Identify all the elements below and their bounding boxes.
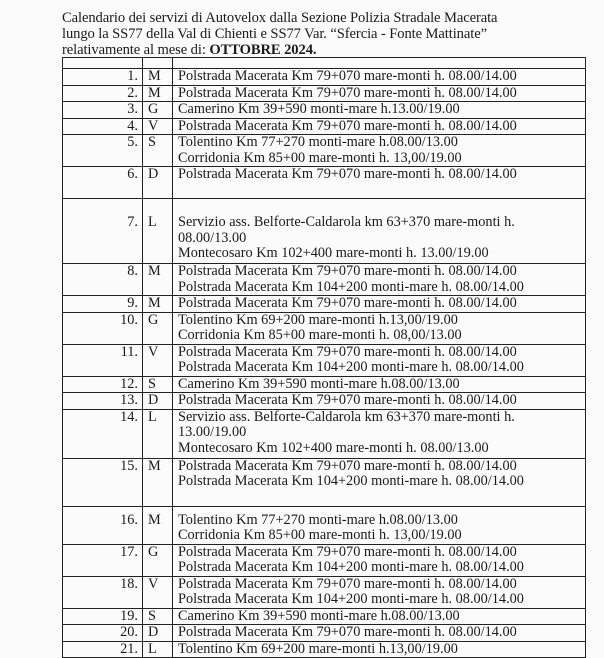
- table-row: [63, 625, 586, 642]
- service-line: Servizio ass. Belforte-Caldarola km 63+370 mare-monti h. 13.00/19.00: [178, 408, 515, 440]
- table-row: [63, 296, 586, 313]
- service-line: Polstrada Macerata Km 79+070 mare-monti h. 08.00/14.00: [178, 624, 517, 640]
- row-number: [63, 58, 143, 69]
- service-line: Tolentino Km 77+270 monti-mare h.08.00/13.00: [178, 511, 458, 528]
- table-row: [63, 576, 586, 608]
- row-number: 4.: [63, 118, 143, 135]
- table-row: [63, 58, 586, 69]
- table-row: [63, 506, 586, 544]
- weekday-letter: D: [143, 393, 173, 410]
- table-row: [63, 376, 586, 393]
- row-number: 6.: [63, 167, 143, 199]
- service-line: Polstrada Macerata Km 79+070 mare-monti h. 08.00/14.00: [178, 295, 517, 311]
- service-line: Polstrada Macerata Km 104+200 monti-mare h. 08.00/14.00: [178, 473, 524, 489]
- row-number: 3.: [63, 102, 143, 119]
- table-row: [63, 458, 586, 506]
- weekday-letter: G: [143, 102, 173, 119]
- service-description: [173, 264, 586, 296]
- service-description: [173, 85, 586, 102]
- service-line: Polstrada Macerata Km 79+070 mare-monti h. 08.00/14.00: [178, 68, 517, 84]
- row-number: 16.: [63, 506, 143, 544]
- heading-line-1: Calendario dei servizi di Autovelox dalla Sezione Polizia Stradale Macerata: [62, 10, 498, 26]
- table-row: [63, 641, 586, 658]
- row-number: 8.: [63, 264, 143, 296]
- service-description: [173, 393, 586, 410]
- heading-month: OTTOBRE 2024.: [209, 42, 317, 58]
- service-description: [173, 58, 586, 69]
- row-number: 19.: [63, 608, 143, 625]
- heading-month-label: relativamente al mese di:: [62, 42, 210, 58]
- weekday-letter: V: [143, 118, 173, 135]
- service-line: Corridonia Km 85+00 mare-monti h. 08,00/13.00: [178, 327, 462, 343]
- service-description: [173, 544, 586, 576]
- service-line: Polstrada Macerata Km 79+070 mare-monti h. 08.00/14.00: [178, 84, 517, 101]
- weekday-letter: G: [143, 312, 173, 344]
- weekday-letter: M: [143, 69, 173, 86]
- row-number: 21.: [63, 641, 143, 658]
- weekday-letter: S: [143, 135, 173, 167]
- service-line: Tolentino Km 77+270 monti-mare h.08.00/13.00: [178, 134, 458, 150]
- service-description: [173, 199, 586, 264]
- service-line: Camerino Km 39+590 monti-mare h.08.00/13.00: [178, 375, 460, 392]
- service-line: Polstrada Macerata Km 104+200 monti-mare h. 08.00/14.00: [178, 278, 524, 295]
- weekday-letter: M: [143, 458, 173, 506]
- service-description: [173, 135, 586, 167]
- weekday-letter: V: [143, 576, 173, 608]
- service-line: Polstrada Macerata Km 104+200 monti-mare h. 08.00/14.00: [178, 359, 524, 375]
- row-number: 17.: [63, 544, 143, 576]
- table-row: [63, 102, 586, 119]
- service-line: Polstrada Macerata Km 79+070 mare-monti h. 08.00/14.00: [178, 543, 517, 560]
- weekday-letter: V: [143, 344, 173, 376]
- weekday-letter: L: [143, 199, 173, 264]
- table-row: [63, 118, 586, 135]
- service-line: Servizio ass. Belforte-Caldarola km 63+370 mare-monti h. 08.00/13.00: [178, 214, 515, 246]
- table-row: [63, 85, 586, 102]
- document-heading: [62, 10, 582, 58]
- row-number: 9.: [63, 296, 143, 313]
- service-description: [173, 641, 586, 658]
- service-line: Tolentino Km 69+200 mare-monti h.13,00/19.00: [178, 311, 458, 328]
- service-description: [173, 102, 586, 119]
- row-number: 10.: [63, 312, 143, 344]
- weekday-letter: L: [143, 409, 173, 458]
- table-row: [63, 409, 586, 458]
- weekday-letter: M: [143, 506, 173, 544]
- weekday-letter: M: [143, 264, 173, 296]
- weekday-letter: S: [143, 608, 173, 625]
- row-number: 14.: [63, 409, 143, 458]
- service-line: Montecosaro Km 102+400 mare-monti h. 13.00/19.00: [178, 245, 489, 261]
- weekday-letter: L: [143, 641, 173, 658]
- service-line: Polstrada Macerata Km 79+070 mare-monti h. 08.00/14.00: [178, 263, 517, 279]
- row-number: 12.: [63, 376, 143, 393]
- service-line: Polstrada Macerata Km 79+070 mare-monti h. 08.00/14.00: [178, 343, 517, 360]
- service-line: Camerino Km 39+590 monti-mare h.08.00/13.00: [178, 607, 460, 624]
- service-description: [173, 625, 586, 642]
- schedule-table-body: [63, 58, 586, 658]
- table-row: [63, 608, 586, 625]
- table-row: [63, 393, 586, 410]
- service-description: [173, 608, 586, 625]
- heading-line-2: lungo la SS77 della Val di Chienti e SS77 Var. “Sfercia - Fonte Mattinate”: [62, 26, 487, 42]
- row-number: 15.: [63, 458, 143, 506]
- service-description: [173, 376, 586, 393]
- service-line: Polstrada Macerata Km 79+070 mare-monti h. 08.00/14.00: [178, 166, 517, 182]
- row-number: 20.: [63, 625, 143, 642]
- table-row: [63, 199, 586, 264]
- heading-line-3: [62, 42, 582, 58]
- table-row: [63, 264, 586, 296]
- weekday-letter: G: [143, 544, 173, 576]
- row-number: 11.: [63, 344, 143, 376]
- row-number: 2.: [63, 85, 143, 102]
- weekday-letter: M: [143, 296, 173, 313]
- row-number: 1.: [63, 69, 143, 86]
- schedule-table: [62, 57, 586, 658]
- service-line: Montecosaro Km 102+400 mare-monti h. 08.00/13.00: [178, 439, 489, 456]
- service-description: [173, 118, 586, 135]
- service-description: [173, 506, 586, 544]
- service-line: Polstrada Macerata Km 79+070 mare-monti h. 08.00/14.00: [178, 457, 517, 474]
- service-description: [173, 458, 586, 506]
- weekday-letter: D: [143, 625, 173, 642]
- service-line: Polstrada Macerata Km 79+070 mare-monti h. 08.00/14.00: [178, 392, 517, 408]
- weekday-letter: [143, 58, 173, 69]
- weekday-letter: S: [143, 376, 173, 393]
- row-number: 18.: [63, 576, 143, 608]
- table-row: [63, 69, 586, 86]
- table-row: [63, 135, 586, 167]
- table-row: [63, 167, 586, 199]
- row-number: 7.: [63, 199, 143, 264]
- service-description: [173, 312, 586, 344]
- row-number: 5.: [63, 135, 143, 167]
- table-row: [63, 544, 586, 576]
- service-description: [173, 576, 586, 608]
- row-number: 13.: [63, 393, 143, 410]
- service-line: Polstrada Macerata Km 104+200 monti-mare h. 08.00/14.00: [178, 559, 524, 575]
- table-row: [63, 312, 586, 344]
- table-row: [63, 344, 586, 376]
- service-description: [173, 69, 586, 86]
- service-line: Polstrada Macerata Km 104+200 monti-mare h. 08.00/14.00: [178, 591, 524, 607]
- service-line: Polstrada Macerata Km 79+070 mare-monti h. 08.00/14.00: [178, 575, 517, 592]
- service-line: Corridonia Km 85+00 mare-monti h. 13,00/19.00: [178, 527, 462, 543]
- service-description: [173, 409, 586, 458]
- service-line: Polstrada Macerata Km 79+070 mare-monti h. 08.00/14.00: [178, 117, 517, 134]
- weekday-letter: M: [143, 85, 173, 102]
- service-description: [173, 296, 586, 313]
- service-description: [173, 344, 586, 376]
- service-line: Camerino Km 39+590 monti-mare h.13.00/19.00: [178, 101, 460, 117]
- weekday-letter: D: [143, 167, 173, 199]
- service-description: [173, 167, 586, 199]
- service-line: Tolentino Km 69+200 mare-monti h.13,00/19.00: [178, 640, 458, 657]
- service-line: Corridonia Km 85+00 mare-monti h. 13,00/19.00: [178, 149, 462, 166]
